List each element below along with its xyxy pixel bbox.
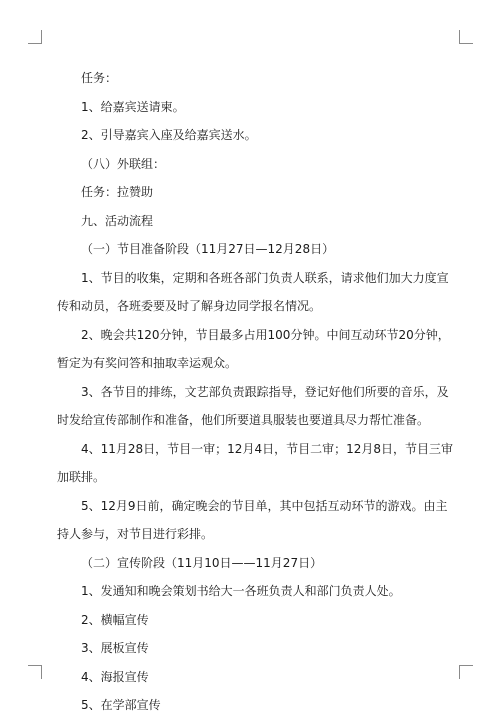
paragraph-stage-1-item-3: 3、各节目的排练，文艺部负责跟踪指导，登记好他们所要的音乐，及时发给宣传部制作和准备，他们所要道具服装也要道具尽力帮忙准备。: [57, 384, 449, 427]
paragraph-stage-2-item-1: 1、发通知和晚会策划书给大一各班负责人和部门负责人处。: [81, 584, 401, 598]
paragraph-stage-2-item-4: 4、海报宣传: [81, 669, 149, 684]
paragraph-task-2: 2、引导嘉宾入座及给嘉宾送水。: [81, 128, 257, 142]
paragraph-stage-2: （二）宣传阶段（11月10日——11月27日）: [81, 555, 323, 570]
paragraph-stage-2-item-3: 3、展板宣传: [81, 641, 149, 655]
paragraph-stage-2-item-2: 2、横幅宣传: [81, 612, 149, 627]
paragraph-task-label: 任务：: [81, 71, 118, 85]
paragraph-stage-1-item-1: 1、节目的收集，定期和各班各部门负责人联系，请求他们加大力度宣传和动员，各班委要及时了解身边同学报名情况。: [57, 270, 449, 313]
paragraph-section-9: 九、活动流程: [81, 213, 154, 228]
paragraph-stage-1: （一）节目准备阶段（11月27日—12月28日）: [81, 242, 335, 256]
crop-mark-top-right: [459, 30, 473, 44]
document-body: [57, 64, 457, 720]
paragraph-task-1: 1、给嘉宾送请柬。: [81, 99, 185, 114]
paragraph-stage-1-item-2: 2、晚会共120分钟，节目最多占用100分钟。中间互动环节20分钟，暂定为有奖问答和抽取幸运观众。: [57, 327, 450, 370]
crop-mark-top-left: [28, 30, 42, 44]
paragraph-stage-2-item-5: 5、在学部宣传: [81, 698, 161, 712]
crop-mark-bottom-left: [28, 665, 42, 679]
paragraph-task-sponsor: 任务：拉赞助: [81, 185, 154, 199]
paragraph-stage-1-item-4: 4、11月28日，节目一审；12月4日，节目二审；12月8日，节目三审加联排。: [57, 441, 453, 484]
paragraph-section-8: （八）外联组：: [81, 156, 166, 171]
paragraph-stage-1-item-5: 5、12月9日前，确定晚会的节目单，其中包括互动环节的游戏。由主持人参与，对节目进行彩排。: [57, 498, 448, 541]
crop-mark-bottom-right: [459, 665, 473, 679]
